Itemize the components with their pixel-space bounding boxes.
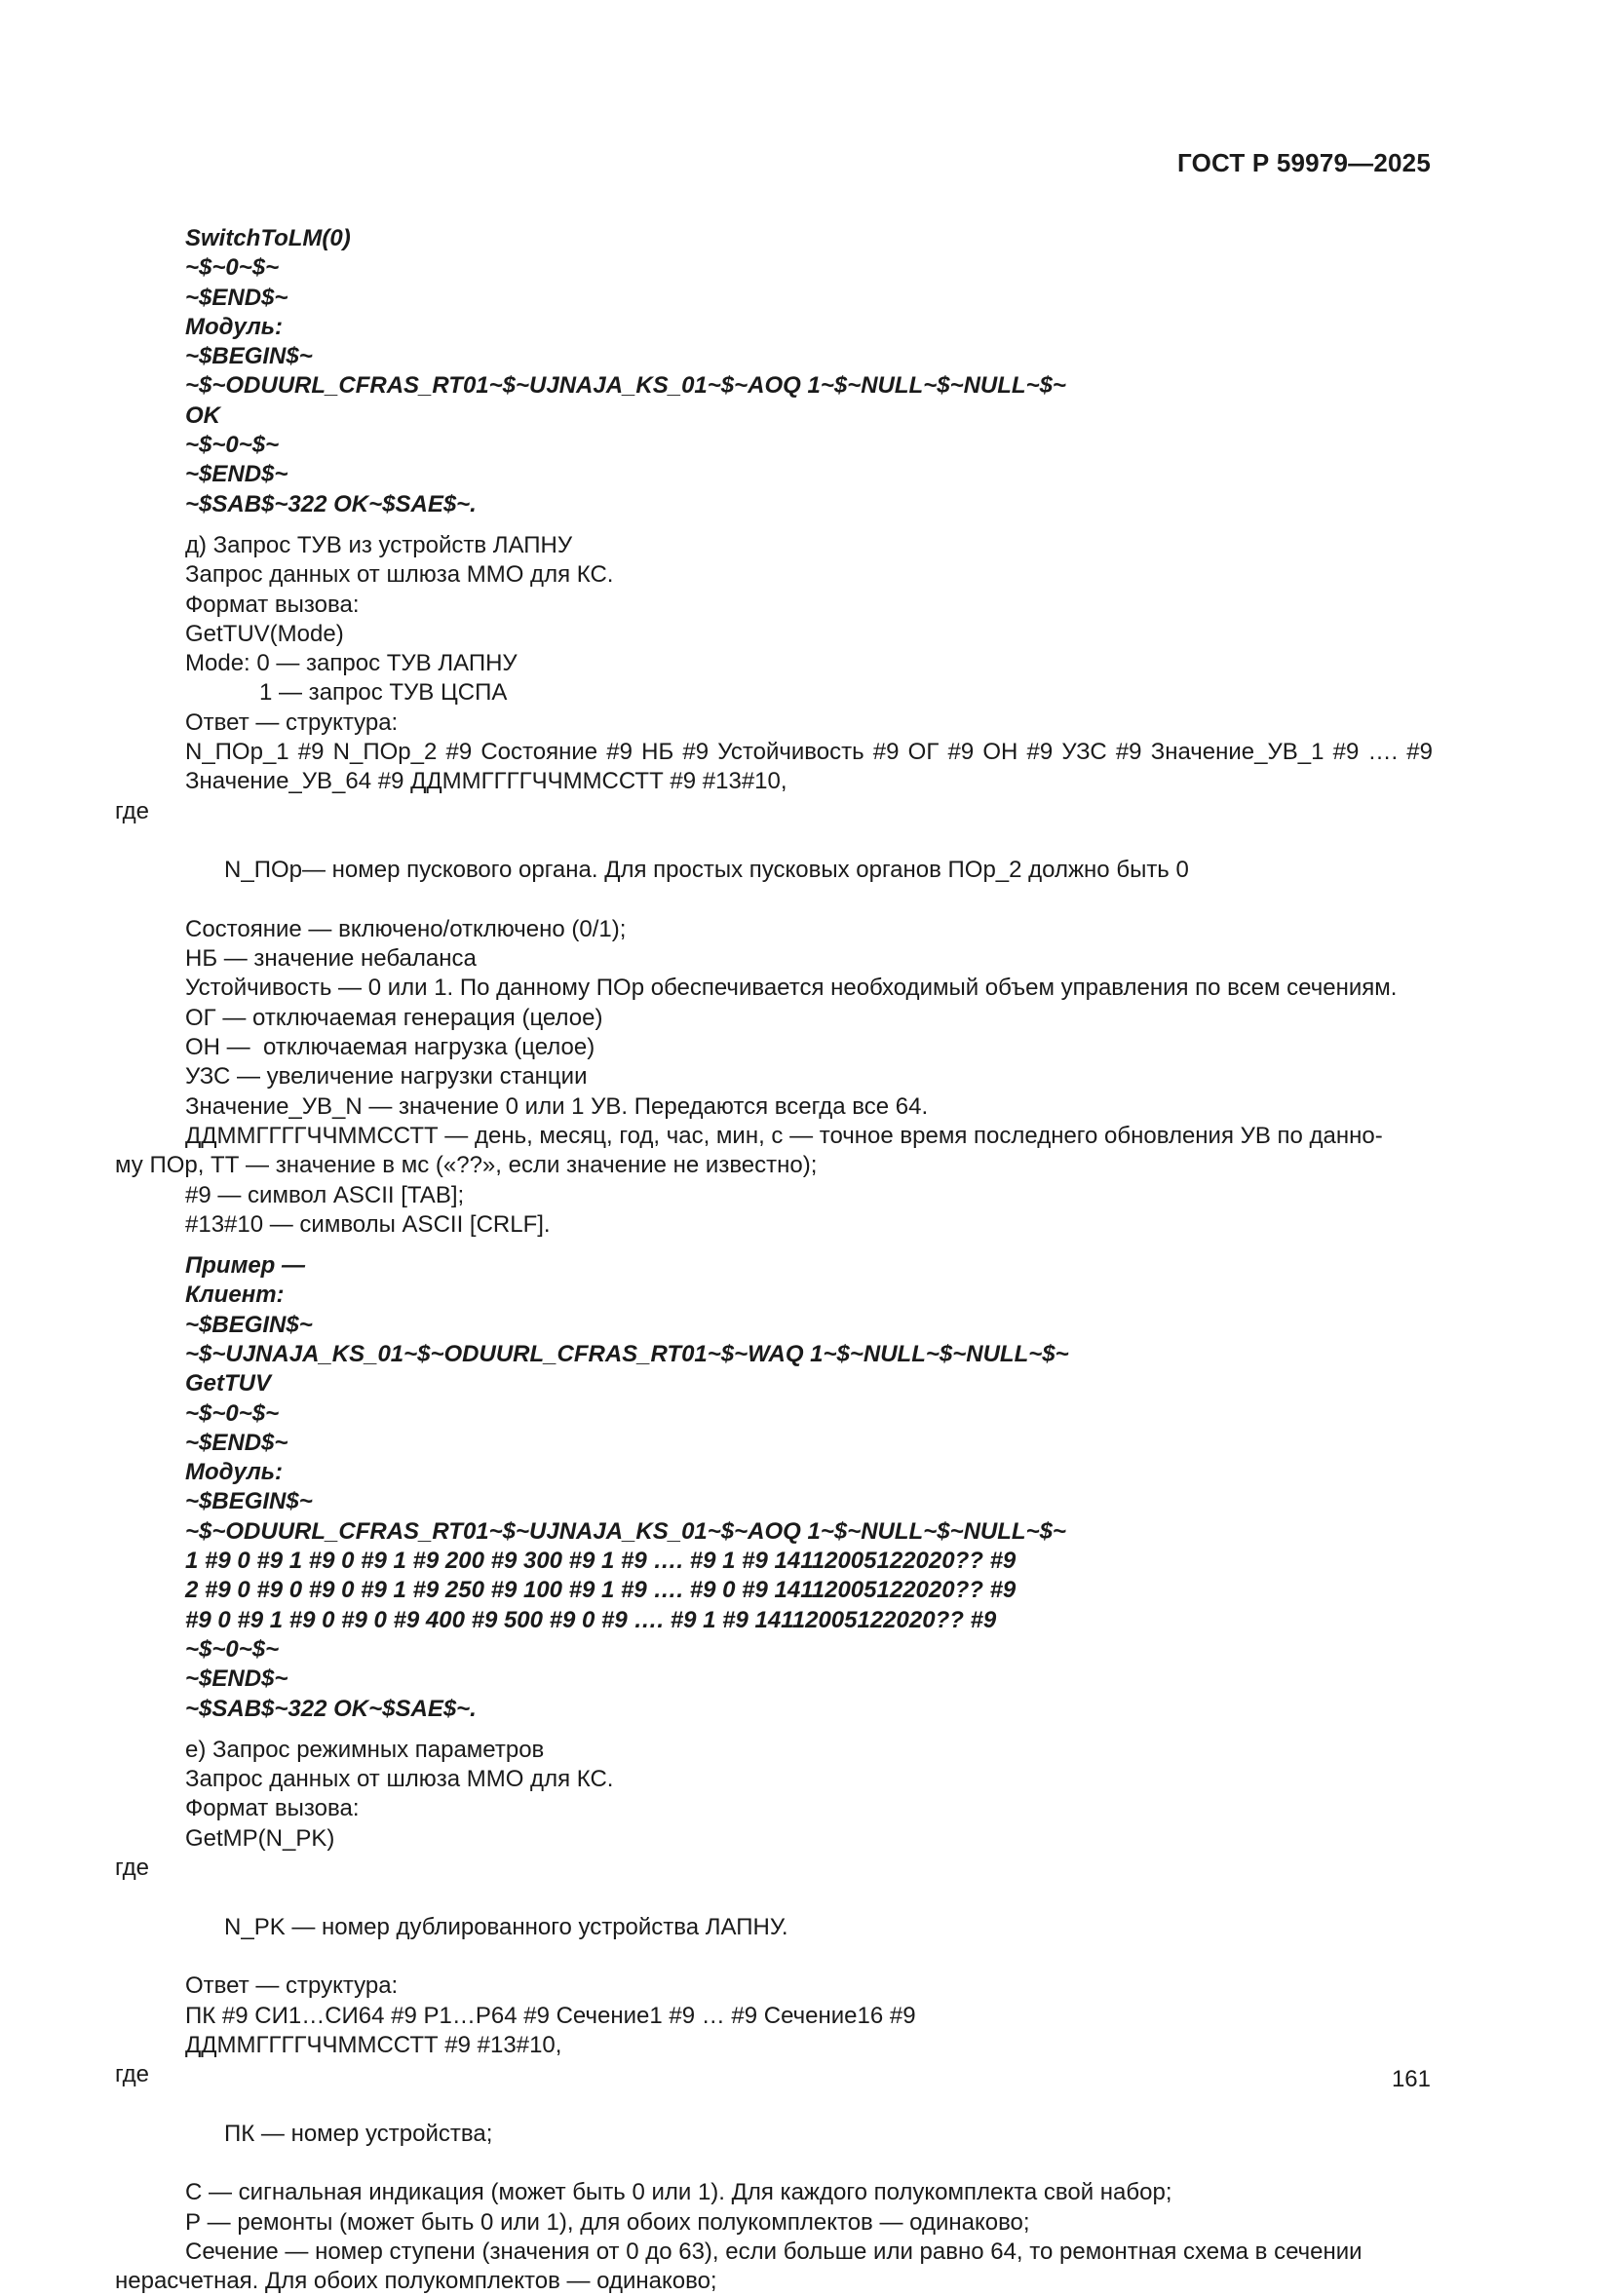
section-e-npk-row [115, 1854, 1433, 1971]
section-d-npor: N_ПОр— номер пускового органа. Для простых пусковых органов ПОр_2 должно быть 0 [224, 857, 1189, 884]
section-e-answer-label: Ответ — структура: [185, 1972, 399, 2000]
definition-line: УЗС — увеличение нагрузки станции [185, 1063, 588, 1091]
section-e-call: GetMP(N_PK) [185, 1824, 335, 1852]
code-line: ~$~0~$~ [185, 254, 280, 282]
example-line: ~$~0~$~ [185, 1399, 280, 1427]
definition-ddmm: ДДММГГГГЧЧММССТТ — день, месяц, год, час, мин, с — точное время последнего обновления УВ по данно- [185, 1122, 1383, 1149]
example-line: ~$END$~ [185, 1665, 288, 1693]
section-e-structure2: ДДММГГГГЧЧММССТТ #9 #13#10, [185, 2031, 562, 2058]
code-line: ~$BEGIN$~ [185, 343, 313, 370]
section-e-structure1: ПК #9 СИ1…СИ64 #9 Р1…Р64 #9 Сечение1 #9 … #9 Сечение16 #9 [185, 2002, 916, 2029]
definition-line: Состояние — включено/отключено (0/1); [185, 915, 627, 942]
section-e-c: С — сигнальная индикация (может быть 0 или 1). Для каждого полукомплекта свой набор; [185, 2179, 1172, 2206]
section-e-npk: N_PK — номер дублированного устройства ЛАПНУ. [224, 1913, 788, 1940]
spacer [115, 1240, 1433, 1251]
page-content [115, 224, 1433, 2296]
code-line: SwitchToLM(0) [185, 225, 351, 251]
definition-line: Значение_УВ_N — значение 0 или 1 УВ. Передаются всегда все 64. [185, 1092, 929, 1120]
section-e-r: Р — ремонты (может быть 0 или 1), для обоих полукомплектов — одинаково; [185, 2208, 1030, 2236]
code-line: ~$END$~ [185, 461, 288, 488]
section-d-mode1: 1 — запрос ТУВ ЦСПА [259, 679, 508, 707]
example-line: #9 0 #9 1 #9 0 #9 0 #9 400 #9 500 #9 0 #9 …. #9 1 #9 14112005122020?? #9 [185, 1606, 997, 1633]
section-e-sech-cont: нерасчетная. Для обоих полукомплектов — одинаково; [115, 2268, 717, 2295]
example-line: ~$~0~$~ [185, 1635, 280, 1663]
example-line: ~$BEGIN$~ [185, 1488, 313, 1515]
definition-line: ОГ — отключаемая генерация (целое) [185, 1004, 603, 1031]
example-line: Пример — [185, 1252, 306, 1280]
example-line: 1 #9 0 #9 1 #9 0 #9 1 #9 200 #9 300 #9 1 #9 …. #9 1 #9 14112005122020?? #9 [185, 1548, 1017, 1575]
section-d-call: GetTUV(Mode) [185, 620, 344, 647]
section-e-pk: ПК — номер устройства; [224, 2120, 493, 2147]
standard-header: ГОСТ Р 59979—2025 [1177, 148, 1431, 177]
code-line: ~$~0~$~ [185, 432, 280, 459]
code-line: ~$SAB$~322 OK~$SAE$~. [185, 490, 477, 517]
definition-tab: #9 — символ ASCII [TAB]; [185, 1181, 465, 1208]
definition-line: НБ — значение небаланса [185, 945, 477, 973]
section-d-title: д) Запрос ТУВ из устройств ЛАПНУ [185, 531, 573, 558]
definition-crlf: #13#10 — символы ASCII [CRLF]. [185, 1210, 551, 1238]
section-d-mode0: Mode: 0 — запрос ТУВ ЛАПНУ [185, 650, 518, 677]
page-number: 161 [1391, 2066, 1431, 2092]
example-line: ~$~ODUURL_CFRAS_RT01~$~UJNAJA_KS_01~$~AOQ 1~$~NULL~$~NULL~$~ [185, 1517, 1066, 1545]
definition-ddmm-cont: му ПОр, ТТ — значение в мс («??», если значение не известно); [115, 1152, 818, 1179]
code-line: Модуль: [185, 313, 284, 340]
example-line: Клиент: [185, 1282, 285, 1309]
example-line: ~$END$~ [185, 1429, 288, 1456]
where-word: где [115, 2061, 150, 2088]
section-e-title: е) Запрос режимных параметров [185, 1736, 545, 1763]
section-e-pk-row [115, 2060, 1433, 2178]
section-d-request: Запрос данных от шлюза ММО для КС. [185, 561, 614, 589]
where-word: где [115, 797, 150, 824]
example-line: ~$SAB$~322 OK~$SAE$~. [185, 1695, 477, 1722]
section-d-npor-row [115, 797, 1433, 915]
section-d-answer-label: Ответ — структура: [185, 708, 399, 736]
definition-line: ОН — отключаемая нагрузка (целое) [185, 1034, 595, 1061]
where-word: где [115, 1855, 150, 1882]
example-line: ~$BEGIN$~ [185, 1311, 313, 1338]
example-line: Модуль: [185, 1459, 284, 1486]
example-line: GetTUV [185, 1370, 272, 1397]
example-line: 2 #9 0 #9 0 #9 0 #9 1 #9 250 #9 100 #9 1 #9 …. #9 0 #9 14112005122020?? #9 [185, 1577, 1017, 1604]
section-e-format-label: Формат вызова: [185, 1795, 360, 1822]
section-e-sech: Сечение — номер ступени (значения от 0 до 63), если больше или равно 64, то ремонтная схема в сечении [185, 2238, 1363, 2265]
section-d-format-label: Формат вызова: [185, 591, 360, 618]
section-e-request: Запрос данных от шлюза ММО для КС. [185, 1766, 614, 1793]
code-line: OK [185, 402, 220, 429]
code-line: ~$END$~ [185, 284, 288, 311]
section-d-structure: N_ПОр_1 #9 N_ПОр_2 #9 Состояние #9 НБ #9 Устойчивость #9 ОГ #9 ОН #9 УЗС #9 Значение_УВ_1 #9 …. #9 Значение_УВ_64 #9 ДДММГГГГЧЧММССТТ #9 #13#10, [185, 739, 1433, 795]
code-line: ~$~ODUURL_CFRAS_RT01~$~UJNAJA_KS_01~$~AOQ 1~$~NULL~$~NULL~$~ [185, 372, 1066, 400]
example-line: ~$~UJNAJA_KS_01~$~ODUURL_CFRAS_RT01~$~WAQ 1~$~NULL~$~NULL~$~ [185, 1340, 1069, 1367]
definition-line: Устойчивость — 0 или 1. По данному ПОр обеспечивается необходимый объем управления по всем сечениям. [185, 975, 1398, 1002]
spacer [115, 519, 1433, 531]
spacer [115, 1724, 1433, 1736]
